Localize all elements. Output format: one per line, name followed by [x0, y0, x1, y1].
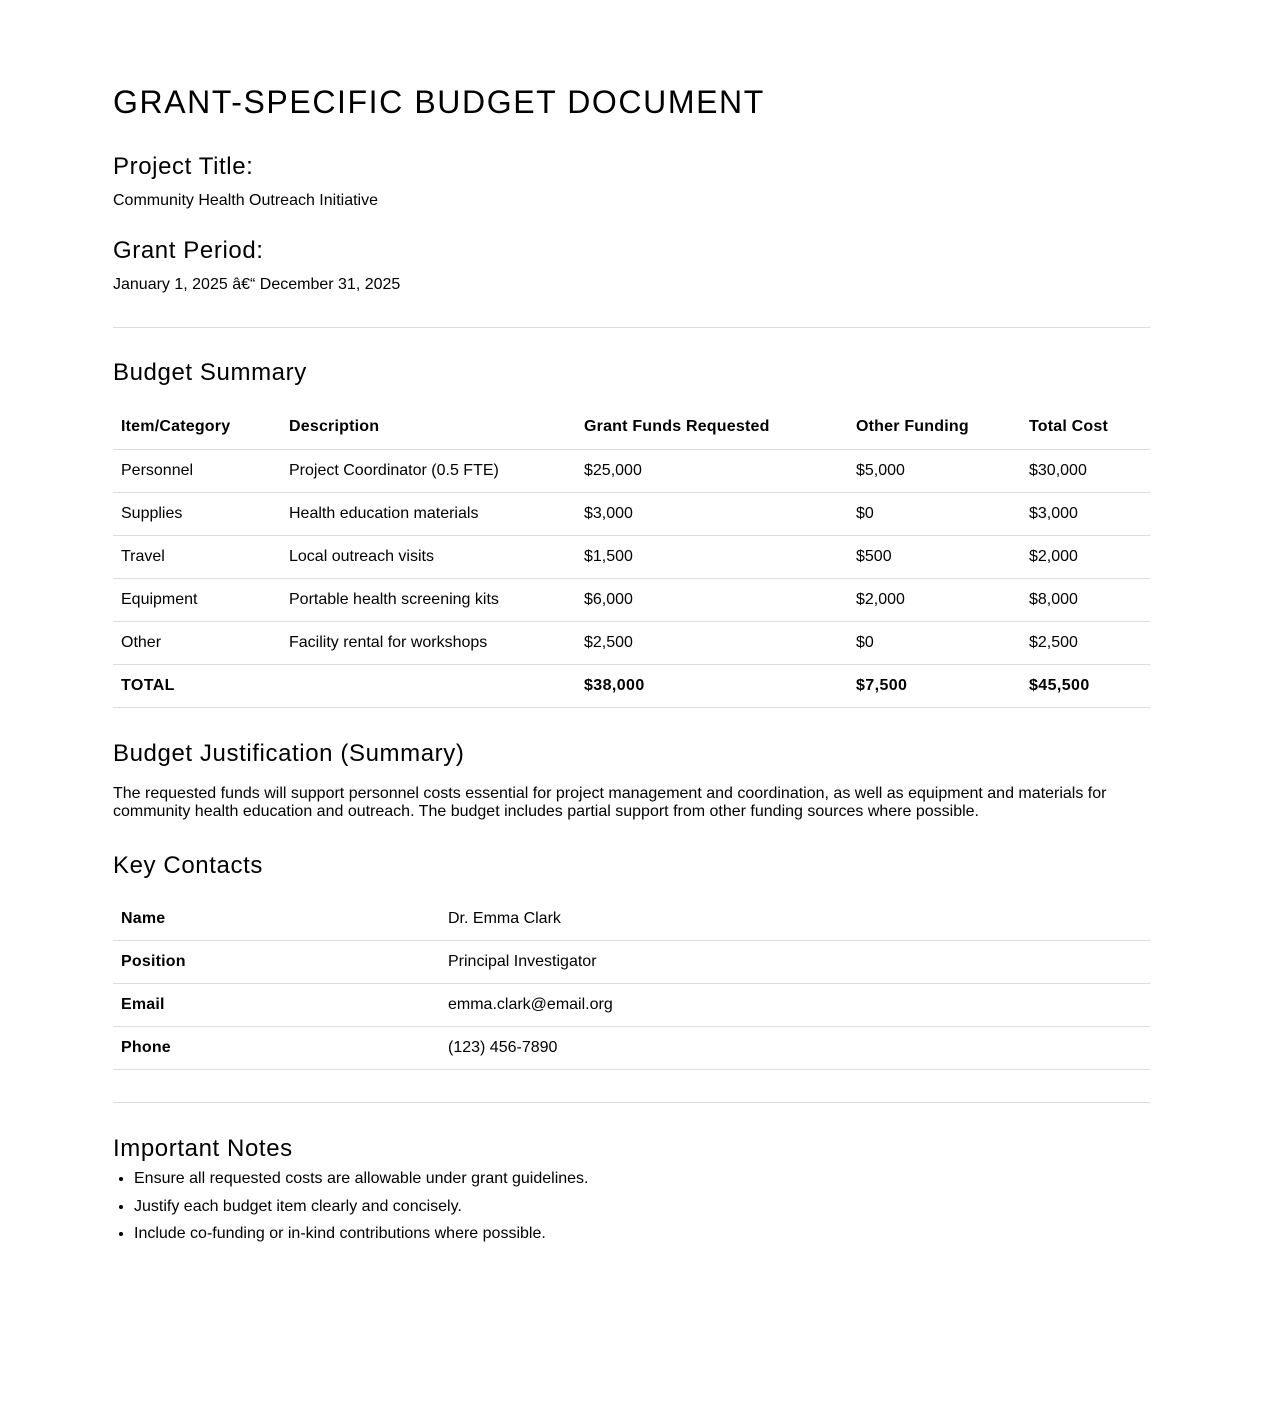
cell-item: Equipment — [113, 578, 281, 621]
budget-summary-table — [113, 405, 1150, 708]
contact-label: Name — [113, 898, 440, 941]
column-header-total-cost: Total Cost — [1021, 405, 1150, 449]
total-cost: $45,500 — [1021, 664, 1150, 707]
cell-item: Other — [113, 621, 281, 664]
total-label: TOTAL — [113, 664, 281, 707]
table-row — [113, 578, 1150, 621]
contact-label: Phone — [113, 1027, 440, 1070]
contact-row — [113, 898, 1150, 941]
cell-total-cost: $8,000 — [1021, 578, 1150, 621]
contact-label: Position — [113, 941, 440, 984]
cell-item: Personnel — [113, 449, 281, 492]
contact-row — [113, 984, 1150, 1027]
key-contacts-table — [113, 898, 1150, 1071]
column-header-other-funding: Other Funding — [848, 405, 1021, 449]
cell-total-cost: $2,500 — [1021, 621, 1150, 664]
grant-period-value: January 1, 2025 â€“ December 31, 2025 — [113, 276, 401, 293]
list-item: • Include co-funding or in-kind contributions where possible. — [134, 1225, 1150, 1243]
cell-description: Portable health screening kits — [281, 578, 576, 621]
total-grant-funds: $38,000 — [576, 664, 848, 707]
cell-grant-funds: $6,000 — [576, 578, 848, 621]
cell-other-funding: $0 — [848, 621, 1021, 664]
table-row — [113, 449, 1150, 492]
cell-total-cost: $2,000 — [1021, 535, 1150, 578]
cell-total-cost: $3,000 — [1021, 492, 1150, 535]
table-row — [113, 621, 1150, 664]
cell-total-cost: $30,000 — [1021, 449, 1150, 492]
cell-grant-funds: $25,000 — [576, 449, 848, 492]
document-title: GRANT-SPECIFIC BUDGET DOCUMENT — [113, 84, 765, 120]
project-title-heading: Project Title: — [113, 153, 254, 180]
cell-item: Travel — [113, 535, 281, 578]
cell-other-funding: $2,000 — [848, 578, 1021, 621]
key-contacts-heading: Key Contacts — [113, 851, 263, 879]
cell-item: Supplies — [113, 492, 281, 535]
contact-row — [113, 1027, 1150, 1070]
total-other-funding: $7,500 — [848, 664, 1021, 707]
contact-value: Dr. Emma Clark — [440, 898, 1150, 941]
cell-description: Health education materials — [281, 492, 576, 535]
budget-justification-heading: Budget Justification (Summary) — [113, 739, 465, 767]
total-description — [281, 664, 576, 707]
cell-description: Project Coordinator (0.5 FTE) — [281, 449, 576, 492]
column-header-item: Item/Category — [113, 405, 281, 449]
contact-value: (123) 456-7890 — [440, 1027, 1150, 1070]
important-notes-heading: Important Notes — [113, 1135, 293, 1162]
table-total-row — [113, 664, 1150, 707]
cell-grant-funds: $3,000 — [576, 492, 848, 535]
list-item: • Justify each budget item clearly and concisely. — [134, 1198, 1150, 1216]
column-header-grant-funds: Grant Funds Requested — [576, 405, 848, 449]
cell-description: Local outreach visits — [281, 535, 576, 578]
table-row — [113, 535, 1150, 578]
list-item: • Ensure all requested costs are allowable under grant guidelines. — [134, 1170, 1150, 1188]
important-notes-list — [113, 1170, 1150, 1243]
grant-period-heading: Grant Period: — [113, 237, 264, 264]
table-row — [113, 492, 1150, 535]
cell-grant-funds: $2,500 — [576, 621, 848, 664]
cell-other-funding: $500 — [848, 535, 1021, 578]
contact-value: emma.clark@email.org — [440, 984, 1150, 1027]
cell-description: Facility rental for workshops — [281, 621, 576, 664]
table-header-row — [113, 405, 1150, 449]
project-title-value: Community Health Outreach Initiative — [113, 192, 378, 209]
column-header-description: Description — [281, 405, 576, 449]
budget-summary-heading: Budget Summary — [113, 359, 307, 386]
cell-grant-funds: $1,500 — [576, 535, 848, 578]
budget-justification-text: The requested funds will support personnel costs essential for project management and coordination, as well as equipment and materials for community health education and outreach. The budget includes partial support from other funding sources where possible. — [113, 784, 1107, 820]
section-divider — [113, 1102, 1150, 1103]
cell-other-funding: $0 — [848, 492, 1021, 535]
section-divider — [113, 327, 1150, 328]
contact-label: Email — [113, 984, 440, 1027]
cell-other-funding: $5,000 — [848, 449, 1021, 492]
contact-row — [113, 941, 1150, 984]
contact-value: Principal Investigator — [440, 941, 1150, 984]
